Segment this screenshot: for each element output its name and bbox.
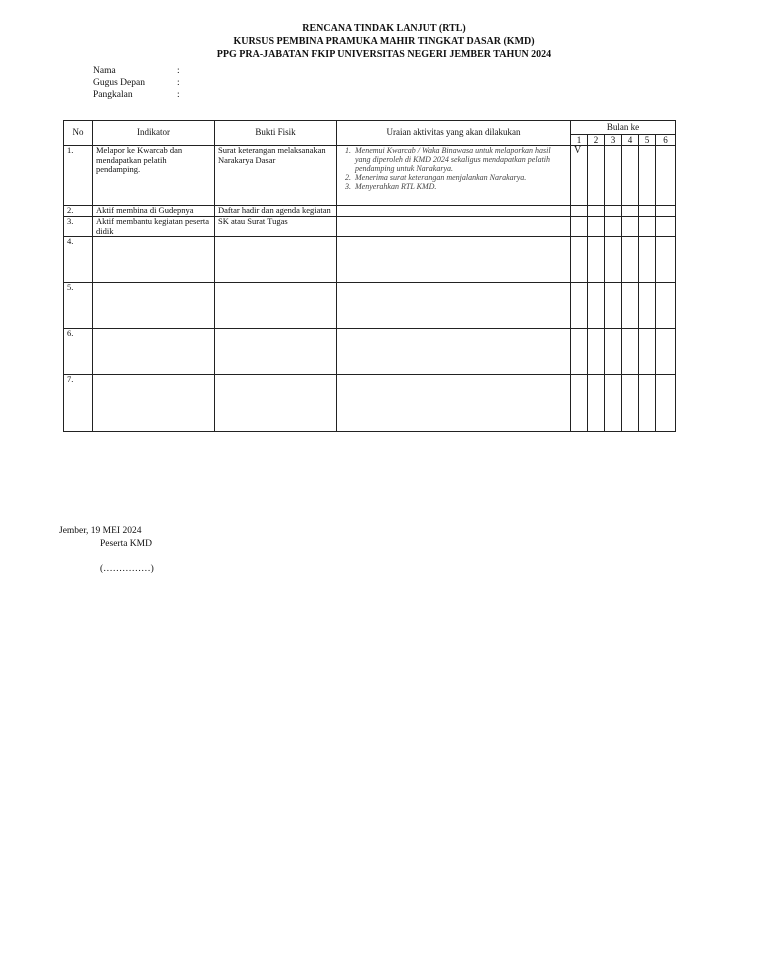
month-cell — [622, 206, 639, 217]
info-row-pangkalan — [93, 89, 187, 101]
month-cell — [571, 283, 588, 329]
table-row — [64, 206, 676, 217]
row-bukti-fisik — [215, 283, 337, 329]
month-cell — [605, 283, 622, 329]
month-cell — [605, 237, 622, 283]
institution-title: PPG PRA-JABATAN FKIP UNIVERSITAS NEGERI JEMBER TAHUN 2024 — [216, 49, 552, 60]
month-cell — [571, 329, 588, 375]
row-uraian — [337, 329, 571, 375]
row-no: 1. — [64, 146, 93, 206]
month-cell — [639, 329, 656, 375]
month-cell — [622, 283, 639, 329]
month-header: 1 — [571, 135, 588, 146]
month-cell — [588, 375, 605, 432]
row-bukti-fisik: Surat keterangan melaksanakan Narakarya Dasar — [215, 146, 337, 206]
month-cell — [656, 206, 676, 217]
month-cell — [639, 146, 656, 206]
month-cell — [622, 375, 639, 432]
row-no: 6. — [64, 329, 93, 375]
table-row — [64, 329, 676, 375]
month-cell — [588, 283, 605, 329]
month-cell — [639, 217, 656, 237]
month-cell — [588, 329, 605, 375]
month-header: 5 — [639, 135, 656, 146]
header-indikator: Indikator — [93, 121, 215, 146]
month-cell — [656, 375, 676, 432]
header-uraian: Uraian aktivitas yang akan dilakukan — [337, 121, 571, 146]
row-indikator: Melapor ke Kwarcab dan mendapatkan pelatih pendamping. — [93, 146, 215, 206]
signature-place-date: Jember, 19 MEI 2024 — [59, 526, 142, 536]
participant-info — [93, 65, 187, 101]
month-cell — [588, 217, 605, 237]
table-header-row — [64, 121, 676, 135]
info-colon: : — [177, 78, 180, 88]
row-bukti-fisik — [215, 237, 337, 283]
row-uraian — [337, 217, 571, 237]
table-row — [64, 375, 676, 432]
activity-item: 2. Menerima surat keterangan menjalankan Narakarya. — [353, 173, 567, 182]
info-colon: : — [177, 90, 180, 100]
row-no: 7. — [64, 375, 93, 432]
month-cell — [605, 375, 622, 432]
row-bukti-fisik — [215, 329, 337, 375]
row-no: 5. — [64, 283, 93, 329]
month-header: 4 — [622, 135, 639, 146]
month-cell — [639, 206, 656, 217]
month-cell — [571, 375, 588, 432]
table-row — [64, 217, 676, 237]
month-cell — [588, 237, 605, 283]
info-label: Gugus Depan — [93, 78, 145, 88]
row-uraian — [337, 375, 571, 432]
month-cell — [571, 237, 588, 283]
table-row — [64, 283, 676, 329]
header-no: No — [64, 121, 93, 146]
month-cell — [605, 146, 622, 206]
row-no: 4. — [64, 237, 93, 283]
activity-item: 3. Menyerahkan RTL KMD. — [353, 182, 567, 191]
row-bukti-fisik: Daftar hadir dan agenda kegiatan — [215, 206, 337, 217]
row-bukti-fisik: SK atau Surat Tugas — [215, 217, 337, 237]
month-cell-check: V — [571, 146, 588, 206]
row-uraian — [337, 146, 571, 206]
month-cell — [656, 329, 676, 375]
month-header: 3 — [605, 135, 622, 146]
month-cell — [639, 283, 656, 329]
row-indikator — [93, 375, 215, 432]
month-cell — [571, 206, 588, 217]
month-cell — [588, 206, 605, 217]
row-indikator — [93, 329, 215, 375]
row-no: 3. — [64, 217, 93, 237]
month-cell — [622, 237, 639, 283]
table-row — [64, 237, 676, 283]
month-cell — [656, 237, 676, 283]
header-bulan-ke: Bulan ke — [571, 121, 676, 135]
row-uraian — [337, 206, 571, 217]
info-row-nama — [93, 65, 187, 77]
row-indikator: Aktif membina di Gudepnya — [93, 206, 215, 217]
row-no: 2. — [64, 206, 93, 217]
month-cell — [656, 283, 676, 329]
row-uraian — [337, 237, 571, 283]
row-indikator — [93, 283, 215, 329]
month-cell — [639, 237, 656, 283]
month-header: 6 — [656, 135, 676, 146]
row-indikator: Aktif membantu kegiatan peserta didik — [93, 217, 215, 237]
info-label: Nama — [93, 66, 116, 76]
row-uraian — [337, 283, 571, 329]
month-cell — [605, 206, 622, 217]
month-header: 2 — [588, 135, 605, 146]
document-title: RENCANA TINDAK LANJUT (RTL) — [302, 23, 466, 34]
month-cell — [622, 217, 639, 237]
row-indikator — [93, 237, 215, 283]
month-cell — [605, 329, 622, 375]
row-bukti-fisik — [215, 375, 337, 432]
month-cell — [639, 375, 656, 432]
month-cell — [656, 217, 676, 237]
signature-name-placeholder: (……………) — [100, 564, 154, 574]
month-cell — [571, 217, 588, 237]
info-colon: : — [177, 66, 180, 76]
course-title: KURSUS PEMBINA PRAMUKA MAHIR TINGKAT DASAR (KMD) — [233, 36, 535, 47]
activity-list — [340, 146, 567, 191]
header-bukti-fisik: Bukti Fisik — [215, 121, 337, 146]
month-cell — [622, 329, 639, 375]
activity-item: 1. Menemui Kwarcab / Waka Binawasa untuk melaporkan hasil yang diperoleh di KMD 2024 sekaligus mendapatkan pelatih pendamping untuk Narakarya. — [353, 146, 567, 173]
info-label: Pangkalan — [93, 90, 133, 100]
table-row — [64, 146, 676, 206]
signature-role: Peserta KMD — [100, 539, 152, 549]
rtl-table — [63, 120, 676, 432]
month-cell — [656, 146, 676, 206]
month-cell — [605, 217, 622, 237]
month-cell — [588, 146, 605, 206]
info-row-gugus-depan — [93, 77, 187, 89]
month-cell — [622, 146, 639, 206]
